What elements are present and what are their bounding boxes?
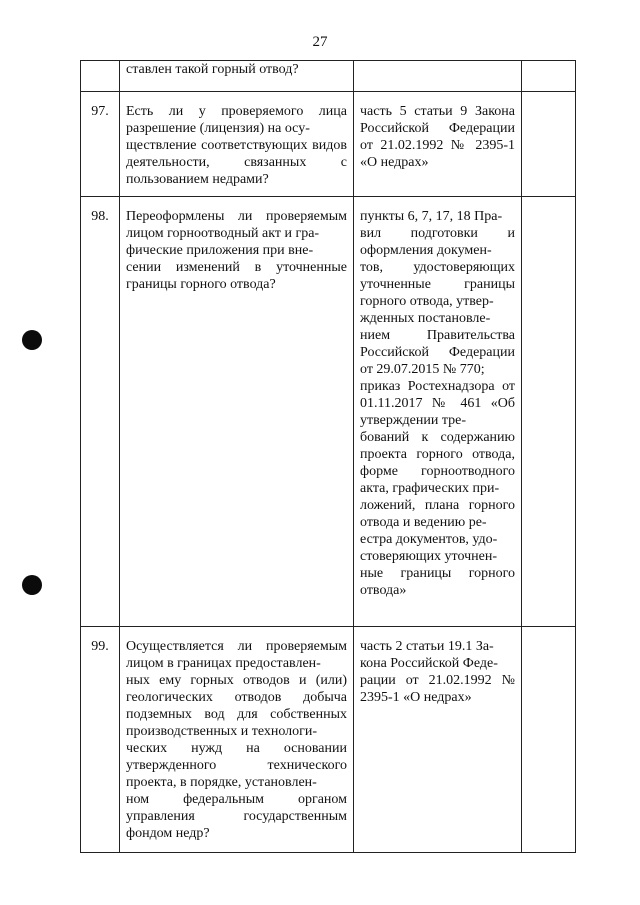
punch-hole-mark <box>22 330 42 350</box>
item-number-cell: 98. <box>81 197 120 627</box>
legal-basis-cell: пункты 6, 7, 17, 18 Пра- вил подготовки и оформления докумен- тов, удостоверяющих уточненные границы горного отвода, утвер- жденных постановле- нием Правительства Российской Федерации от 29.07.2015 № 770; приказ Ростехнадзора от 01.11.2017 № 461 «Об утверждении тре- бований к содержанию проекта горного отвода, форме горноотводного акта, графических при- ложений, плана горного отвода и ведению ре- естра документов, удо- стоверяющих уточнен- ные границы горного отвода» <box>354 197 522 627</box>
question-cell: ставлен такой горный отвод? <box>120 61 354 92</box>
table-row-97 <box>81 92 576 197</box>
answer-cell <box>522 61 576 92</box>
question-cell: Есть ли у проверяемого лица разрешение (лицензия) на осу- ществление соответствующих видов деятельности, связанных с пользованием недрами? <box>120 92 354 197</box>
checklist-table <box>80 60 576 853</box>
item-number-cell <box>81 61 120 92</box>
table-row-99 <box>81 627 576 853</box>
answer-cell <box>522 92 576 197</box>
question-cell: Переоформлены ли проверяемым лицом горноотводный акт и гра- фические приложения при вне- сении изменений в уточненные границы горного отвода? <box>120 197 354 627</box>
item-number-cell: 97. <box>81 92 120 197</box>
item-number-cell: 99. <box>81 627 120 853</box>
answer-cell <box>522 627 576 853</box>
answer-cell <box>522 197 576 627</box>
page-number: 27 <box>312 34 328 50</box>
table-row-continuation <box>81 61 576 92</box>
legal-basis-cell: часть 5 статьи 9 Закона Российской Федерации от 21.02.1992 № 2395-1 «О недрах» <box>354 92 522 197</box>
table-row-98 <box>81 197 576 627</box>
question-cell: Осуществляется ли проверяемым лицом в границах предоставлен- ных ему горных отводов и (или) геологических отводов добыча подземных вод для собственных производственных и технологи- ческих нужд на основании утвержденного технического проекта, в порядке, установлен- ном федеральным органом управления государственным фондом недр? <box>120 627 354 853</box>
legal-basis-cell <box>354 61 522 92</box>
legal-basis-cell: часть 2 статьи 19.1 За- кона Российской Феде- рации от 21.02.1992 № 2395-1 «О недрах» <box>354 627 522 853</box>
punch-hole-mark <box>22 575 42 595</box>
